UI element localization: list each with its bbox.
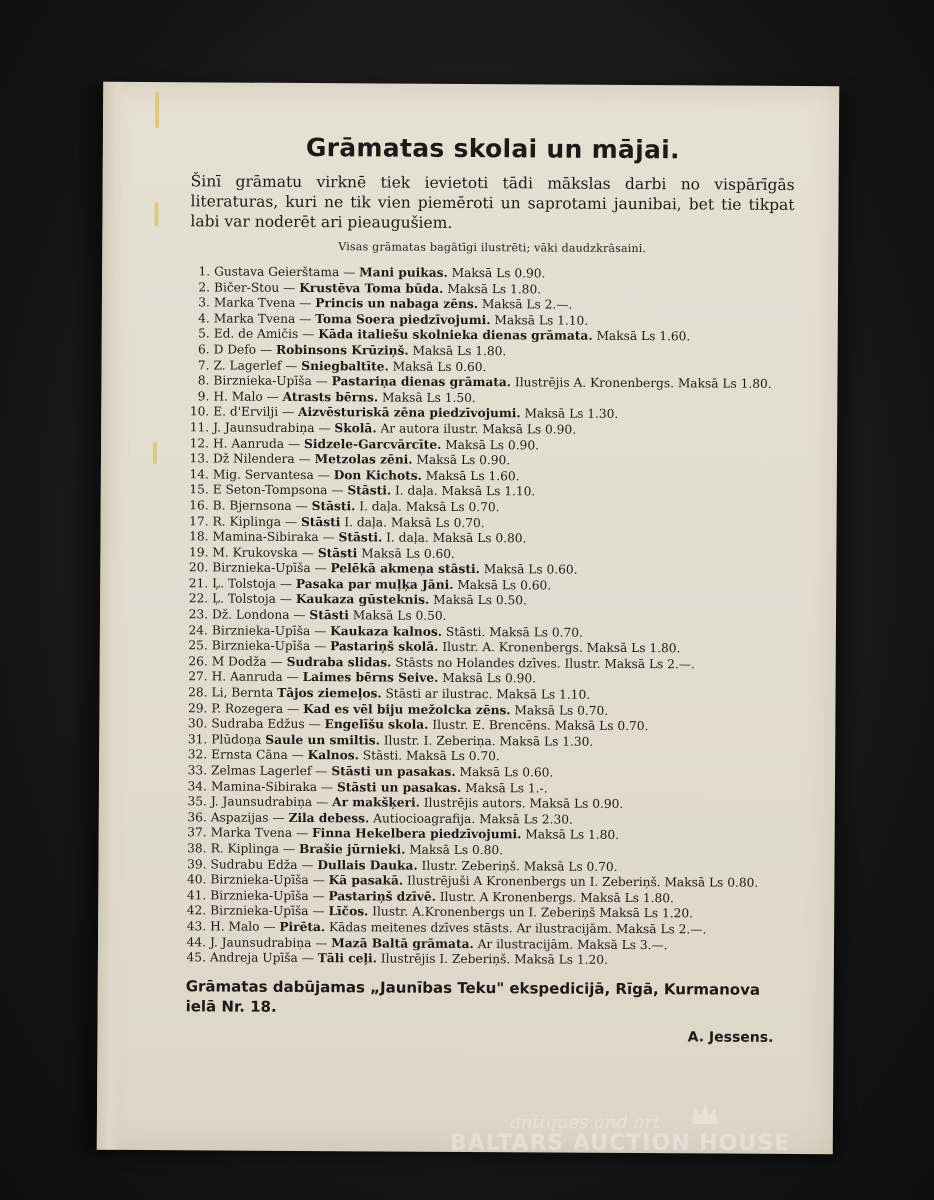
book-number: 21. xyxy=(188,576,209,591)
book-title: Tāli ceļi. xyxy=(317,951,377,966)
book-price: Ilustr. I. Zeberiņa. Maksā Ls 1.30. xyxy=(383,733,594,749)
book-author: Li, Bernta xyxy=(211,685,274,700)
book-title: Stāsti. xyxy=(338,530,383,545)
book-author: Andreja Upīša — xyxy=(209,950,314,966)
book-title: Don Kichots. xyxy=(333,467,422,483)
book-price: Maksā Ls 1.80. xyxy=(412,343,507,359)
book-price: Maksā Ls 1.60. xyxy=(596,329,691,344)
book-price: Ilustr. A.Kronenbergs un I. Zeberiņš Maksā Ls 1.20. xyxy=(372,904,694,921)
book-author: Birznieka-Upīša — xyxy=(210,872,325,888)
book-author: Aspazijas — xyxy=(210,810,285,825)
book-number: 7. xyxy=(197,357,210,372)
book-title: Stāsti xyxy=(309,608,349,623)
catalog-page xyxy=(97,82,840,1154)
book-title: Dullais Dauka. xyxy=(317,857,418,873)
book-price: Maksā Ls 0.90. xyxy=(416,452,511,468)
book-list-item xyxy=(186,950,790,969)
book-author: Dž. Londona — xyxy=(211,607,306,623)
book-title: Metzolas zēni. xyxy=(314,452,413,467)
book-title: Mani puikas. xyxy=(359,265,448,280)
book-author: Birznieka-Upīša — xyxy=(210,888,325,903)
book-author: B. Bjernsona — xyxy=(212,498,308,513)
book-author: Mamina-Sibiraka — xyxy=(210,779,334,794)
book-title: Laimes bērns Seive. xyxy=(302,670,439,686)
book-author: E. d'Ervilji — xyxy=(213,404,295,420)
book-price: Maksā Ls 0.90. xyxy=(445,437,540,452)
book-number: 33. xyxy=(187,763,208,778)
book-title: Kaukaza gūsteknis. xyxy=(295,592,430,608)
book-number: 25. xyxy=(188,638,208,653)
book-number: 27. xyxy=(188,669,208,684)
book-author: H. Malo — xyxy=(213,389,279,404)
book-title: Toma Soera piedzīvojumi. xyxy=(315,311,491,327)
book-price: I. daļa. Maksā Ls 0.80. xyxy=(386,530,527,546)
book-title: Līčos. xyxy=(328,904,369,919)
book-price: Maksā Ls 1.60. xyxy=(425,468,520,484)
book-author: Birznieka-Upīša — xyxy=(211,638,327,654)
book-author: Ļ. Tolstoja — xyxy=(212,591,293,607)
book-title: Pastariņa dienas grāmata. xyxy=(331,374,512,390)
book-number: 42. xyxy=(186,903,207,918)
book-number: 38. xyxy=(187,841,207,856)
book-price: Maksā Ls 1.10. xyxy=(494,312,589,328)
watermark-brand: BALTARS AUCTION HOUSE xyxy=(450,1131,791,1156)
book-title: Pastariņš skolā. xyxy=(330,639,439,655)
book-title: Brašie jūrnieki. xyxy=(298,841,406,857)
book-title: Pirēta. xyxy=(279,919,326,935)
illustration-note: Visas grāmatas bagātīgi ilustrēti; vāki daudzkrāsaini. xyxy=(338,240,647,256)
book-number: 1. xyxy=(198,264,211,279)
book-price: Maksā Ls 1.80. xyxy=(525,827,620,843)
book-price: Ilustr. A Kronenbergs. Maksā Ls 1.80. xyxy=(439,889,674,906)
book-number: 35. xyxy=(187,794,207,809)
book-author: Sudraba Edžus — xyxy=(211,716,321,732)
book-title: Kaukaza kalnos. xyxy=(330,623,443,639)
page-content xyxy=(185,132,795,1045)
book-title: Zila debess. xyxy=(288,810,370,826)
book-author: J. Jaunsudrabiņa — xyxy=(209,934,328,950)
book-number: 31. xyxy=(187,732,208,747)
book-price: Ar autora ilustr. Maksā Ls 0.90. xyxy=(380,421,577,437)
book-author: Plūdoņa xyxy=(211,732,262,747)
book-author: Birznieka-Upīša — xyxy=(212,560,327,576)
book-number: 2. xyxy=(198,279,211,295)
book-title: Atrasts bērns. xyxy=(282,389,379,405)
book-price: I. daļa. Maksā Ls 0.70. xyxy=(344,514,485,530)
availability-note: Grāmatas dabūjamas „Jaunības Teku" ekspedicijā, Rīgā, Kurmanova ielā Nr. 18. xyxy=(185,977,761,1016)
book-author: Sudrabu Edža — xyxy=(210,856,314,872)
book-number: 18. xyxy=(189,529,209,544)
book-number: 23. xyxy=(188,607,209,622)
book-list xyxy=(186,264,794,969)
book-number: 16. xyxy=(189,498,209,513)
book-title: Stāsti un pasakas. xyxy=(331,764,456,779)
book-number: 28. xyxy=(188,685,208,700)
book-title: Pelēkā akmeņa stāsti. xyxy=(330,561,480,577)
book-price: Stāsti. Maksā Ls 0.70. xyxy=(362,748,500,764)
book-price: Ilustrējuši A Kronenbergs un I. Zeberiņš. Maksā Ls 0.80. xyxy=(406,873,759,890)
book-author: H. Aanruda — xyxy=(213,435,301,451)
publisher-name: A. Jessens. xyxy=(687,1029,774,1046)
book-title: Princis un nabaga zēns. xyxy=(315,296,479,312)
book-number: 19. xyxy=(188,544,209,560)
book-number: 43. xyxy=(186,919,207,934)
watermark xyxy=(450,1112,850,1162)
book-price: Ar ilustracijām. Maksā Ls 3.—. xyxy=(477,936,668,952)
book-price: Maksā Ls 0.60. xyxy=(457,577,552,593)
book-author: Birznieka-Upīša — xyxy=(211,623,327,638)
book-number: 29. xyxy=(188,700,208,716)
book-price: Maksā Ls 0.60. xyxy=(361,546,455,561)
book-number: 30. xyxy=(187,716,208,731)
book-title: Mazā Baltā grāmata. xyxy=(331,935,474,951)
book-author: Gustava Geierštama — xyxy=(214,264,356,280)
book-price: Ilustr. A. Kronenbergs. Maksā Ls 1.80. xyxy=(442,640,681,656)
book-title: Robinsons Krūziņš. xyxy=(276,342,409,358)
book-title: Krustēva Toma būda. xyxy=(299,280,444,296)
book-price: Maksā Ls 0.90. xyxy=(451,265,546,281)
book-author: J. Jaunsudrabiņa — xyxy=(213,420,331,436)
book-number: 24. xyxy=(188,622,208,638)
book-number: 36. xyxy=(187,810,207,825)
book-title: Kad es vēl biju mežolcka zēns. xyxy=(303,701,511,717)
book-title: Aizvēsturiskā zēna piedzīvojumi. xyxy=(298,405,521,421)
book-number: 12. xyxy=(189,435,210,450)
book-number: 13. xyxy=(189,451,210,466)
book-price: Stāsti. Maksā Ls 0.70. xyxy=(445,624,584,640)
book-price: Maksā Ls 1.-. xyxy=(465,780,548,796)
book-number: 45. xyxy=(186,950,206,965)
book-author: H. Malo — xyxy=(210,919,280,934)
book-number: 17. xyxy=(189,513,209,528)
book-title: Sudraba slidas. xyxy=(286,654,392,670)
book-author: Marka Tvena — xyxy=(210,825,309,841)
book-price: I. daļa. Maksā Ls 0.70. xyxy=(359,499,500,515)
book-number: 14. xyxy=(189,467,209,482)
book-title: Kalnos. xyxy=(307,748,359,763)
book-price: I. daļa. Maksā Ls 1.10. xyxy=(394,483,536,499)
book-author: P. Rozegera — xyxy=(211,701,300,716)
book-price: Maksā Ls 0.60. xyxy=(459,764,554,780)
book-author: Mig. Servantesa — xyxy=(212,467,330,482)
book-title: Kāda italiešu skolnieka dienas grāmata. xyxy=(318,327,593,344)
book-author: Z. Lagerlef — xyxy=(213,358,298,373)
book-price: Stāsti ar ilustrac. Maksā Ls 1.10. xyxy=(385,686,591,702)
book-price: Maksā Ls 0.70. xyxy=(514,702,609,718)
crown-icon xyxy=(690,1102,720,1128)
book-price: Ilustr. E. Brencēns. Maksā Ls 0.70. xyxy=(432,718,649,734)
book-title: Ar makšķeri. xyxy=(332,795,420,810)
book-number: 26. xyxy=(188,654,208,669)
book-price: Maksā Ls 1.30. xyxy=(524,406,619,422)
book-price: Maksā Ls 0.60. xyxy=(483,562,578,577)
book-number: 11. xyxy=(189,420,210,435)
book-number: 15. xyxy=(189,482,209,497)
book-title: Pasaka par muļķa Jāni. xyxy=(295,576,454,592)
book-price: Ilustr. Zeberiņš. Maksā Ls 0.70. xyxy=(421,858,618,874)
book-number: 6. xyxy=(197,342,210,357)
book-number: 44. xyxy=(186,934,207,949)
book-title: Engelīšu skola. xyxy=(324,717,429,732)
book-price: Autiocioagrafija. Maksā Ls 2.30. xyxy=(373,811,573,827)
paper-stain xyxy=(155,92,159,128)
book-title: Tājos ziemeļos. xyxy=(277,685,382,701)
book-title: Stāsti. xyxy=(311,498,356,514)
book-author: M. Krukovska — xyxy=(212,545,315,560)
book-author: D Defo — xyxy=(213,342,273,357)
book-author: Ernsta Cāna — xyxy=(211,747,304,763)
book-price: Maksā Ls 1.80. xyxy=(447,281,542,297)
book-number: 39. xyxy=(187,856,207,871)
book-title: Stāsti xyxy=(300,514,341,529)
paper-stain xyxy=(154,202,158,226)
book-number: 32. xyxy=(187,747,208,762)
book-number: 9. xyxy=(197,389,210,404)
book-price: Maksā Ls 2.—. xyxy=(481,297,573,312)
book-price: Maksā Ls 0.60. xyxy=(392,359,487,374)
book-number: 37. xyxy=(187,825,207,840)
book-author: M Dodža — xyxy=(211,654,283,669)
book-number: 5. xyxy=(198,326,210,341)
book-number: 10. xyxy=(189,404,210,419)
watermark-tagline: antiques and art xyxy=(510,1112,661,1133)
book-author: Birznieka-Upīša — xyxy=(213,373,328,389)
book-price: Maksā Ls 0.50. xyxy=(433,593,527,608)
book-title: Kā pasakā. xyxy=(328,873,404,888)
book-title: Sidzele-Garcvārcīte. xyxy=(304,436,442,452)
book-author: Bičer-Stou — xyxy=(213,280,296,295)
book-number: 4. xyxy=(198,311,210,326)
book-author: Birznieka-Upīša — xyxy=(210,903,325,919)
book-author: Ļ. Tolstoja — xyxy=(212,576,293,591)
book-number: 20. xyxy=(188,560,209,575)
book-title: Sniegbaltīte. xyxy=(301,358,389,374)
book-number: 41. xyxy=(186,888,207,903)
book-author: Ed. de Amičis — xyxy=(213,326,315,342)
page-title: Grāmatas skolai un mājai. xyxy=(305,133,680,165)
book-author: Marka Tvena — xyxy=(213,295,312,311)
book-price: Stāsts no Holandes dzīves. Ilustr. Maksā Ls 2.—. xyxy=(395,655,695,672)
book-price: Ilustrējis autors. Maksā Ls 0.90. xyxy=(423,795,624,812)
book-price: Maksā Ls 0.50. xyxy=(352,608,447,623)
book-price: Ilustrējis I. Zeberiņš. Maksā Ls 1.20. xyxy=(380,951,608,967)
book-author: H. Aanruda — xyxy=(211,669,299,685)
book-author: Mamina-Sibiraka — xyxy=(212,529,335,545)
book-author: R. Kiplinga — xyxy=(212,513,298,529)
intro-text: Šinī grāmatu virknē tiek ievietoti tādi mākslas darbi no vispārīgās literaturas, kuri ne tik vien piemēroti un saprotami jaunibai, bet tie tikpat labi var noderēt ari pieaugušiem. xyxy=(190,172,795,232)
book-author: Zelmas Lagerlef — xyxy=(211,763,328,779)
book-price: Maksā Ls 0.90. xyxy=(442,671,537,686)
book-author: J. Jaunsudrabiņa — xyxy=(210,794,329,810)
book-number: 40. xyxy=(186,872,207,887)
book-author: E Seton-Tompsona — xyxy=(212,482,344,498)
book-number: 3. xyxy=(198,295,210,310)
book-price: Maksā Ls 0.80. xyxy=(409,842,504,858)
book-price: Maksā Ls 1.50. xyxy=(381,390,476,405)
book-number: 22. xyxy=(188,591,209,606)
paper-stain xyxy=(153,442,157,464)
book-author: Marka Tvena — xyxy=(213,311,312,326)
book-title: Stāsti. xyxy=(347,483,392,498)
book-price: Kādas meitenes dzīves stāsts. Ar ilustracijām. Maksā Ls 2.—. xyxy=(328,920,707,937)
book-title: Saule un smiltis. xyxy=(265,732,380,748)
book-title: Skolā. xyxy=(334,421,377,436)
book-price: Ilustrējis A. Kronenbergs. Maksā Ls 1.80. xyxy=(514,375,772,392)
book-number: 8. xyxy=(197,373,210,388)
book-author: Dž Nilendera — xyxy=(212,451,311,467)
book-number: 34. xyxy=(187,778,208,794)
book-author: R. Kiplinga — xyxy=(210,841,296,856)
book-title: Pastariņš dzīvē. xyxy=(328,888,436,904)
book-title: Finna Hekelbera piedzīvojumi. xyxy=(312,826,522,842)
book-title: Stāsti xyxy=(317,545,358,561)
book-title: Stāsti un pasakas. xyxy=(336,779,462,795)
